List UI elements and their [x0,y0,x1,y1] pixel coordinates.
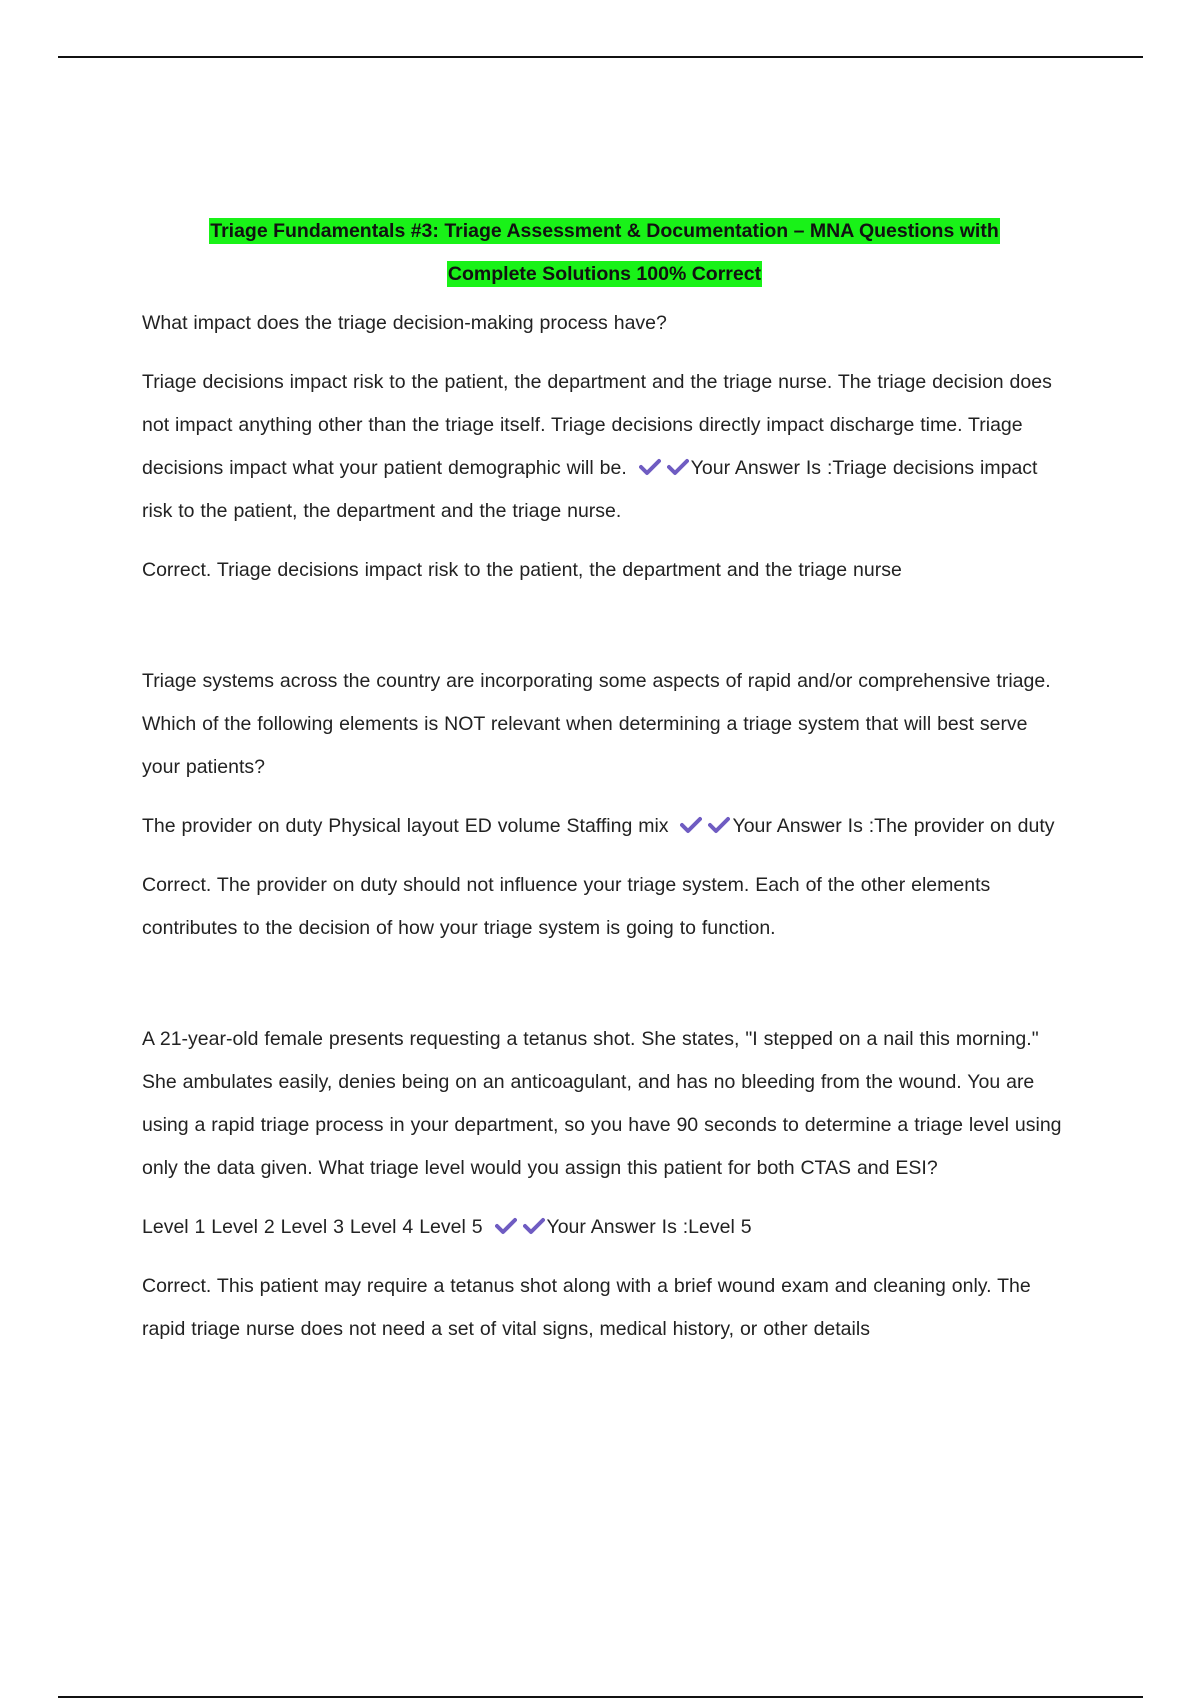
document-title [142,210,1067,296]
question-text: Triage systems across the country are incorporating some aspects of rapid and/or comprehensive triage. Which of the following elements is NOT relevant when determining a triage system that will best serve your patients? [142,670,1051,778]
rationale-text: Correct. Triage decisions impact risk to the patient, the department and the triage nurse [142,559,902,581]
document-body [142,210,1067,1367]
answer-options [142,805,1067,848]
checkmark-icon [523,1217,545,1235]
spacer [142,966,1067,1018]
question-block-1 [142,302,1067,592]
spacer [142,608,1067,660]
answer-options [142,361,1067,533]
question-text: What impact does the triage decision-making process have? [142,312,667,334]
selected-answer: Your Answer Is :Triage decisions impact risk to the patient, the department and the triage nurse. [142,457,1038,522]
checkmark-icon [495,1217,517,1235]
question-block-3 [142,1018,1067,1351]
footer-rule [58,1696,1143,1698]
options-text: Triage decisions impact risk to the patient, the department and the triage nurse. The triage decision does not impact anything other than the triage itself. Triage decisions directly impact discharge time. Triage decisions impact what your patient demographic will be. [142,371,1052,479]
checkmark-icon [708,816,730,834]
checkmark-icon [639,458,661,476]
selected-answer: Your Answer Is :The provider on duty [732,815,1055,837]
rationale-text: Correct. This patient may require a tetanus shot along with a brief wound exam and cleaning only. The rapid triage nurse does not need a set of vital signs, medical history, or other details [142,1275,1031,1340]
checkmark-icon [680,816,702,834]
question-text: A 21-year-old female presents requesting a tetanus shot. She states, "I stepped on a nail this morning." She ambulates easily, denies being on an anticoagulant, and has no bleeding from the wound. You are using a rapid triage process in your department, so you have 90 seconds to determine a triage level using only the data given. What triage level would you assign this patient for both CTAS and ESI? [142,1028,1062,1179]
header-rule [58,56,1143,58]
options-text: Level 1 Level 2 Level 3 Level 4 Level 5 [142,1216,483,1238]
question-block-2 [142,660,1067,950]
options-text: The provider on duty Physical layout ED volume Staffing mix [142,815,669,837]
title-line-2: Complete Solutions 100% Correct [447,263,762,285]
answer-options [142,1206,1067,1249]
selected-answer: Your Answer Is :Level 5 [546,1216,752,1238]
rationale-text: Correct. The provider on duty should not influence your triage system. Each of the other elements contributes to the decision of how your triage system is going to function. [142,874,991,939]
checkmark-icon [667,458,689,476]
title-line-1: Triage Fundamentals #3: Triage Assessment & Documentation – MNA Questions with [210,220,999,242]
